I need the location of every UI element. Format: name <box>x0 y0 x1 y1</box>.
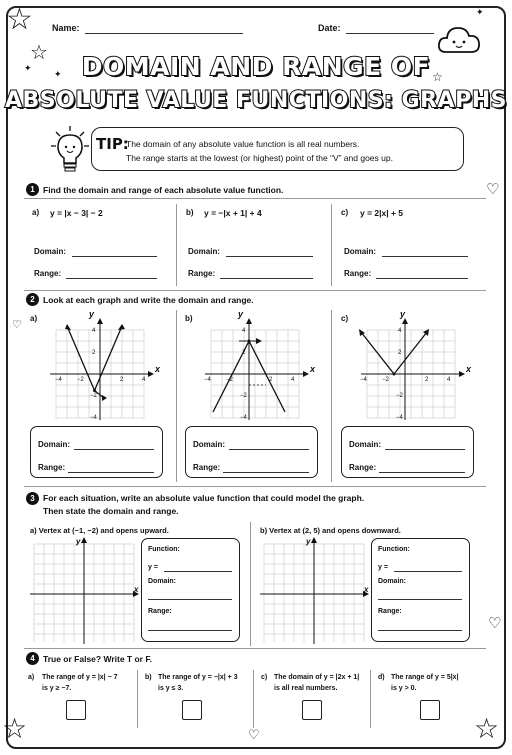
tf-d-letter: d) <box>378 674 385 681</box>
tf-a-letter: a) <box>28 674 35 681</box>
section-3-column-divider <box>250 522 251 646</box>
graph-a-y-axis-label: y <box>89 309 95 319</box>
situation-a-y-axis-label: y <box>76 537 81 546</box>
section-4-number: 4 <box>26 652 39 665</box>
section-4-top-divider <box>24 648 486 649</box>
graph-c-tick-x: 4 <box>447 377 451 383</box>
graph-b-tick-x: 4 <box>291 377 295 383</box>
section-4-column-divider <box>370 670 371 728</box>
problem-1b-expression: y = −|x + 1| + 4 <box>204 208 262 218</box>
graph-b-tick-y: −4 <box>240 415 247 421</box>
domain-label: Domain: <box>148 578 176 585</box>
range-answer-field[interactable] <box>376 278 468 279</box>
graph-a-tick-y: 4 <box>92 328 96 334</box>
tf-c-line-2: is all real numbers. <box>274 685 338 692</box>
section-1-instruction: Find the domain and range of each absolute value function. <box>43 185 284 195</box>
section-4-instruction: True or False? Write T or F. <box>43 654 152 664</box>
function-answer-field[interactable] <box>394 571 462 572</box>
graph-b-tick-x: 2 <box>269 377 273 383</box>
range-label: Range: <box>38 463 66 472</box>
section-2-column-divider <box>176 310 177 482</box>
section-4-column-divider <box>253 670 254 728</box>
situation-a-grid[interactable] <box>28 536 140 646</box>
lightbulb-icon <box>50 124 90 180</box>
domain-answer-field[interactable] <box>229 449 309 450</box>
domain-label: Domain: <box>38 440 70 449</box>
function-answer-field[interactable] <box>164 571 232 572</box>
tf-d-line-2: is y > 0. <box>391 685 417 692</box>
situation-a-x-axis-label: x <box>134 585 139 594</box>
problem-1b-letter: b) <box>186 208 194 217</box>
tip-line-1: The domain of any absolute value function is all real numbers. <box>126 139 360 149</box>
tf-b-line-2: is y ≤ 3. <box>158 685 184 692</box>
situation-b-answer-box <box>371 538 470 642</box>
date-label: Date: <box>318 23 341 33</box>
tip-line-2: The range starts at the lowest (or highest) point of the “V” and goes up. <box>126 153 393 163</box>
situation-b-grid[interactable] <box>258 536 370 646</box>
range-answer-field[interactable] <box>68 472 154 473</box>
graph-a-tick-y: 2 <box>92 350 96 356</box>
graph-c-tick-y: 2 <box>398 350 402 356</box>
range-answer-field[interactable] <box>223 472 309 473</box>
domain-answer-field[interactable] <box>378 599 462 600</box>
graph-b-letter: b) <box>185 314 193 323</box>
graph-a-tick-x: 4 <box>142 377 146 383</box>
domain-answer-field[interactable] <box>382 256 468 257</box>
range-label: Range: <box>34 269 62 278</box>
section-2-top-divider <box>24 290 486 291</box>
graph-a-tick-x: 2 <box>120 377 124 383</box>
heart-icon: ♡ <box>486 180 500 198</box>
star-icon: ☆ <box>432 70 443 84</box>
situation-b-y-axis-label: y <box>306 537 311 546</box>
star-icon: ☆ <box>474 712 500 745</box>
graph-a-tick-x: −4 <box>55 377 62 383</box>
graph-c-tick-y: −2 <box>396 393 403 399</box>
range-answer-field[interactable] <box>66 278 157 279</box>
section-1-column-divider <box>331 204 332 286</box>
tf-c-line-1: The domain of y = |2x + 1| <box>274 674 360 681</box>
graph-a-tick-x: −2 <box>77 377 84 383</box>
section-3-number: 3 <box>26 492 39 505</box>
graph-c-tick-x: 2 <box>425 377 429 383</box>
range-label: Range: <box>148 608 172 615</box>
tf-b-letter: b) <box>145 674 152 681</box>
section-1-number: 1 <box>26 183 39 196</box>
range-label: Range: <box>378 608 402 615</box>
tf-a-line-2: is y ≥ −7. <box>42 685 72 692</box>
name-field[interactable] <box>85 33 243 34</box>
graph-b-tick-y: 4 <box>242 328 246 334</box>
graph-b-tick-y: −2 <box>240 393 247 399</box>
domain-answer-field[interactable] <box>385 449 465 450</box>
graph-b-tick-x: −2 <box>226 377 233 383</box>
y-equals-label: y = <box>148 564 158 571</box>
title-line-1: DOMAIN AND RANGE OF <box>81 52 431 81</box>
tf-b-answer-box[interactable] <box>182 700 202 720</box>
domain-answer-field[interactable] <box>226 256 313 257</box>
tf-a-answer-box[interactable] <box>66 700 86 720</box>
domain-label: Domain: <box>349 440 381 449</box>
tf-d-answer-box[interactable] <box>420 700 440 720</box>
y-equals-label: y = <box>378 564 388 571</box>
name-label: Name: <box>52 23 80 33</box>
situation-a-answer-box <box>141 538 240 642</box>
date-field[interactable] <box>346 33 434 34</box>
problem-1c-expression: y = 2|x| + 5 <box>360 208 404 218</box>
section-2-column-divider <box>331 310 332 482</box>
graph-a-tick-y: −4 <box>90 415 97 421</box>
section-1-divider <box>24 198 486 199</box>
heart-icon: ♡ <box>488 614 502 632</box>
graph-c-letter: c) <box>341 314 349 323</box>
graph-a-tick-y: −2 <box>90 393 97 399</box>
graph-c <box>347 310 477 422</box>
graph-b-y-axis-label: y <box>238 309 244 319</box>
heart-icon: ♡ <box>248 728 260 743</box>
tf-a-line-1: The range of y = |x| − 7 <box>42 674 118 681</box>
graph-b-tick-y: 2 <box>242 350 246 356</box>
section-3-instruction-line-1: For each situation, write an absolute value function that could model the graph. <box>43 493 365 503</box>
tf-d-line-1: The range of y = 5|x| <box>391 674 459 681</box>
domain-label: Domain: <box>193 440 225 449</box>
star-icon: ☆ <box>6 2 33 37</box>
graph-c-tick-y: 4 <box>398 328 402 334</box>
function-label: Function: <box>148 546 180 553</box>
domain-label: Domain: <box>378 578 406 585</box>
range-label: Range: <box>193 463 221 472</box>
range-answer-field[interactable] <box>379 472 465 473</box>
tip-label: TIP: <box>96 135 129 153</box>
section-3-top-divider <box>24 486 486 487</box>
range-answer-field[interactable] <box>378 630 462 631</box>
graph-c-tick-x: −2 <box>382 377 389 383</box>
section-2-instruction: Look at each graph and write the domain and range. <box>43 295 254 305</box>
function-label: Function: <box>378 546 410 553</box>
problem-1c-letter: c) <box>341 208 349 217</box>
domain-label: Domain: <box>344 247 376 256</box>
graph-b <box>191 310 321 422</box>
tf-b-line-1: The range of y = −|x| + 3 <box>158 674 238 681</box>
graph-c-tick-y: −4 <box>396 415 403 421</box>
problem-1a-expression: y = |x − 3| − 2 <box>50 208 103 218</box>
range-label: Range: <box>188 269 216 278</box>
graph-a <box>36 310 166 422</box>
situation-a: a) Vertex at (−1, −2) and opens upward. <box>30 526 169 535</box>
domain-answer-field[interactable] <box>74 449 154 450</box>
section-2-number: 2 <box>26 293 39 306</box>
section-1-column-divider <box>176 204 177 286</box>
tf-c-answer-box[interactable] <box>302 700 322 720</box>
graph-b-x-axis-label: x <box>310 364 316 374</box>
section-3-instruction-line-2: Then state the domain and range. <box>43 506 179 516</box>
star-icon: ☆ <box>2 712 28 745</box>
star-icon: ☆ <box>30 40 48 64</box>
situation-b-x-axis-label: x <box>364 585 369 594</box>
graph-c-x-axis-label: x <box>466 364 472 374</box>
tf-c-letter: c) <box>261 674 268 681</box>
graph-a-x-axis-label: x <box>155 364 161 374</box>
range-label: Range: <box>349 463 377 472</box>
star-icon: ✦ <box>24 64 32 74</box>
domain-answer-field[interactable] <box>148 599 232 600</box>
heart-icon: ♡ <box>12 318 22 331</box>
graph-c-tick-x: −4 <box>360 377 367 383</box>
domain-answer-field[interactable] <box>72 256 157 257</box>
title-line-2: ABSOLUTE VALUE FUNCTIONS: GRAPHS <box>5 88 507 113</box>
graph-a-letter: a) <box>30 314 38 323</box>
section-4-column-divider <box>137 670 138 728</box>
range-answer-field[interactable] <box>220 278 313 279</box>
graph-c-y-axis-label: y <box>400 309 406 319</box>
situation-b: b) Vertex at (2, 5) and opens downward. <box>260 526 401 535</box>
range-label: Range: <box>344 269 372 278</box>
problem-1a-letter: a) <box>32 208 40 217</box>
domain-label: Domain: <box>188 247 220 256</box>
graph-b-tick-x: −4 <box>204 377 211 383</box>
domain-label: Domain: <box>34 247 66 256</box>
star-icon: ✦ <box>476 8 484 18</box>
star-icon: ✦ <box>54 70 62 80</box>
range-answer-field[interactable] <box>148 630 232 631</box>
